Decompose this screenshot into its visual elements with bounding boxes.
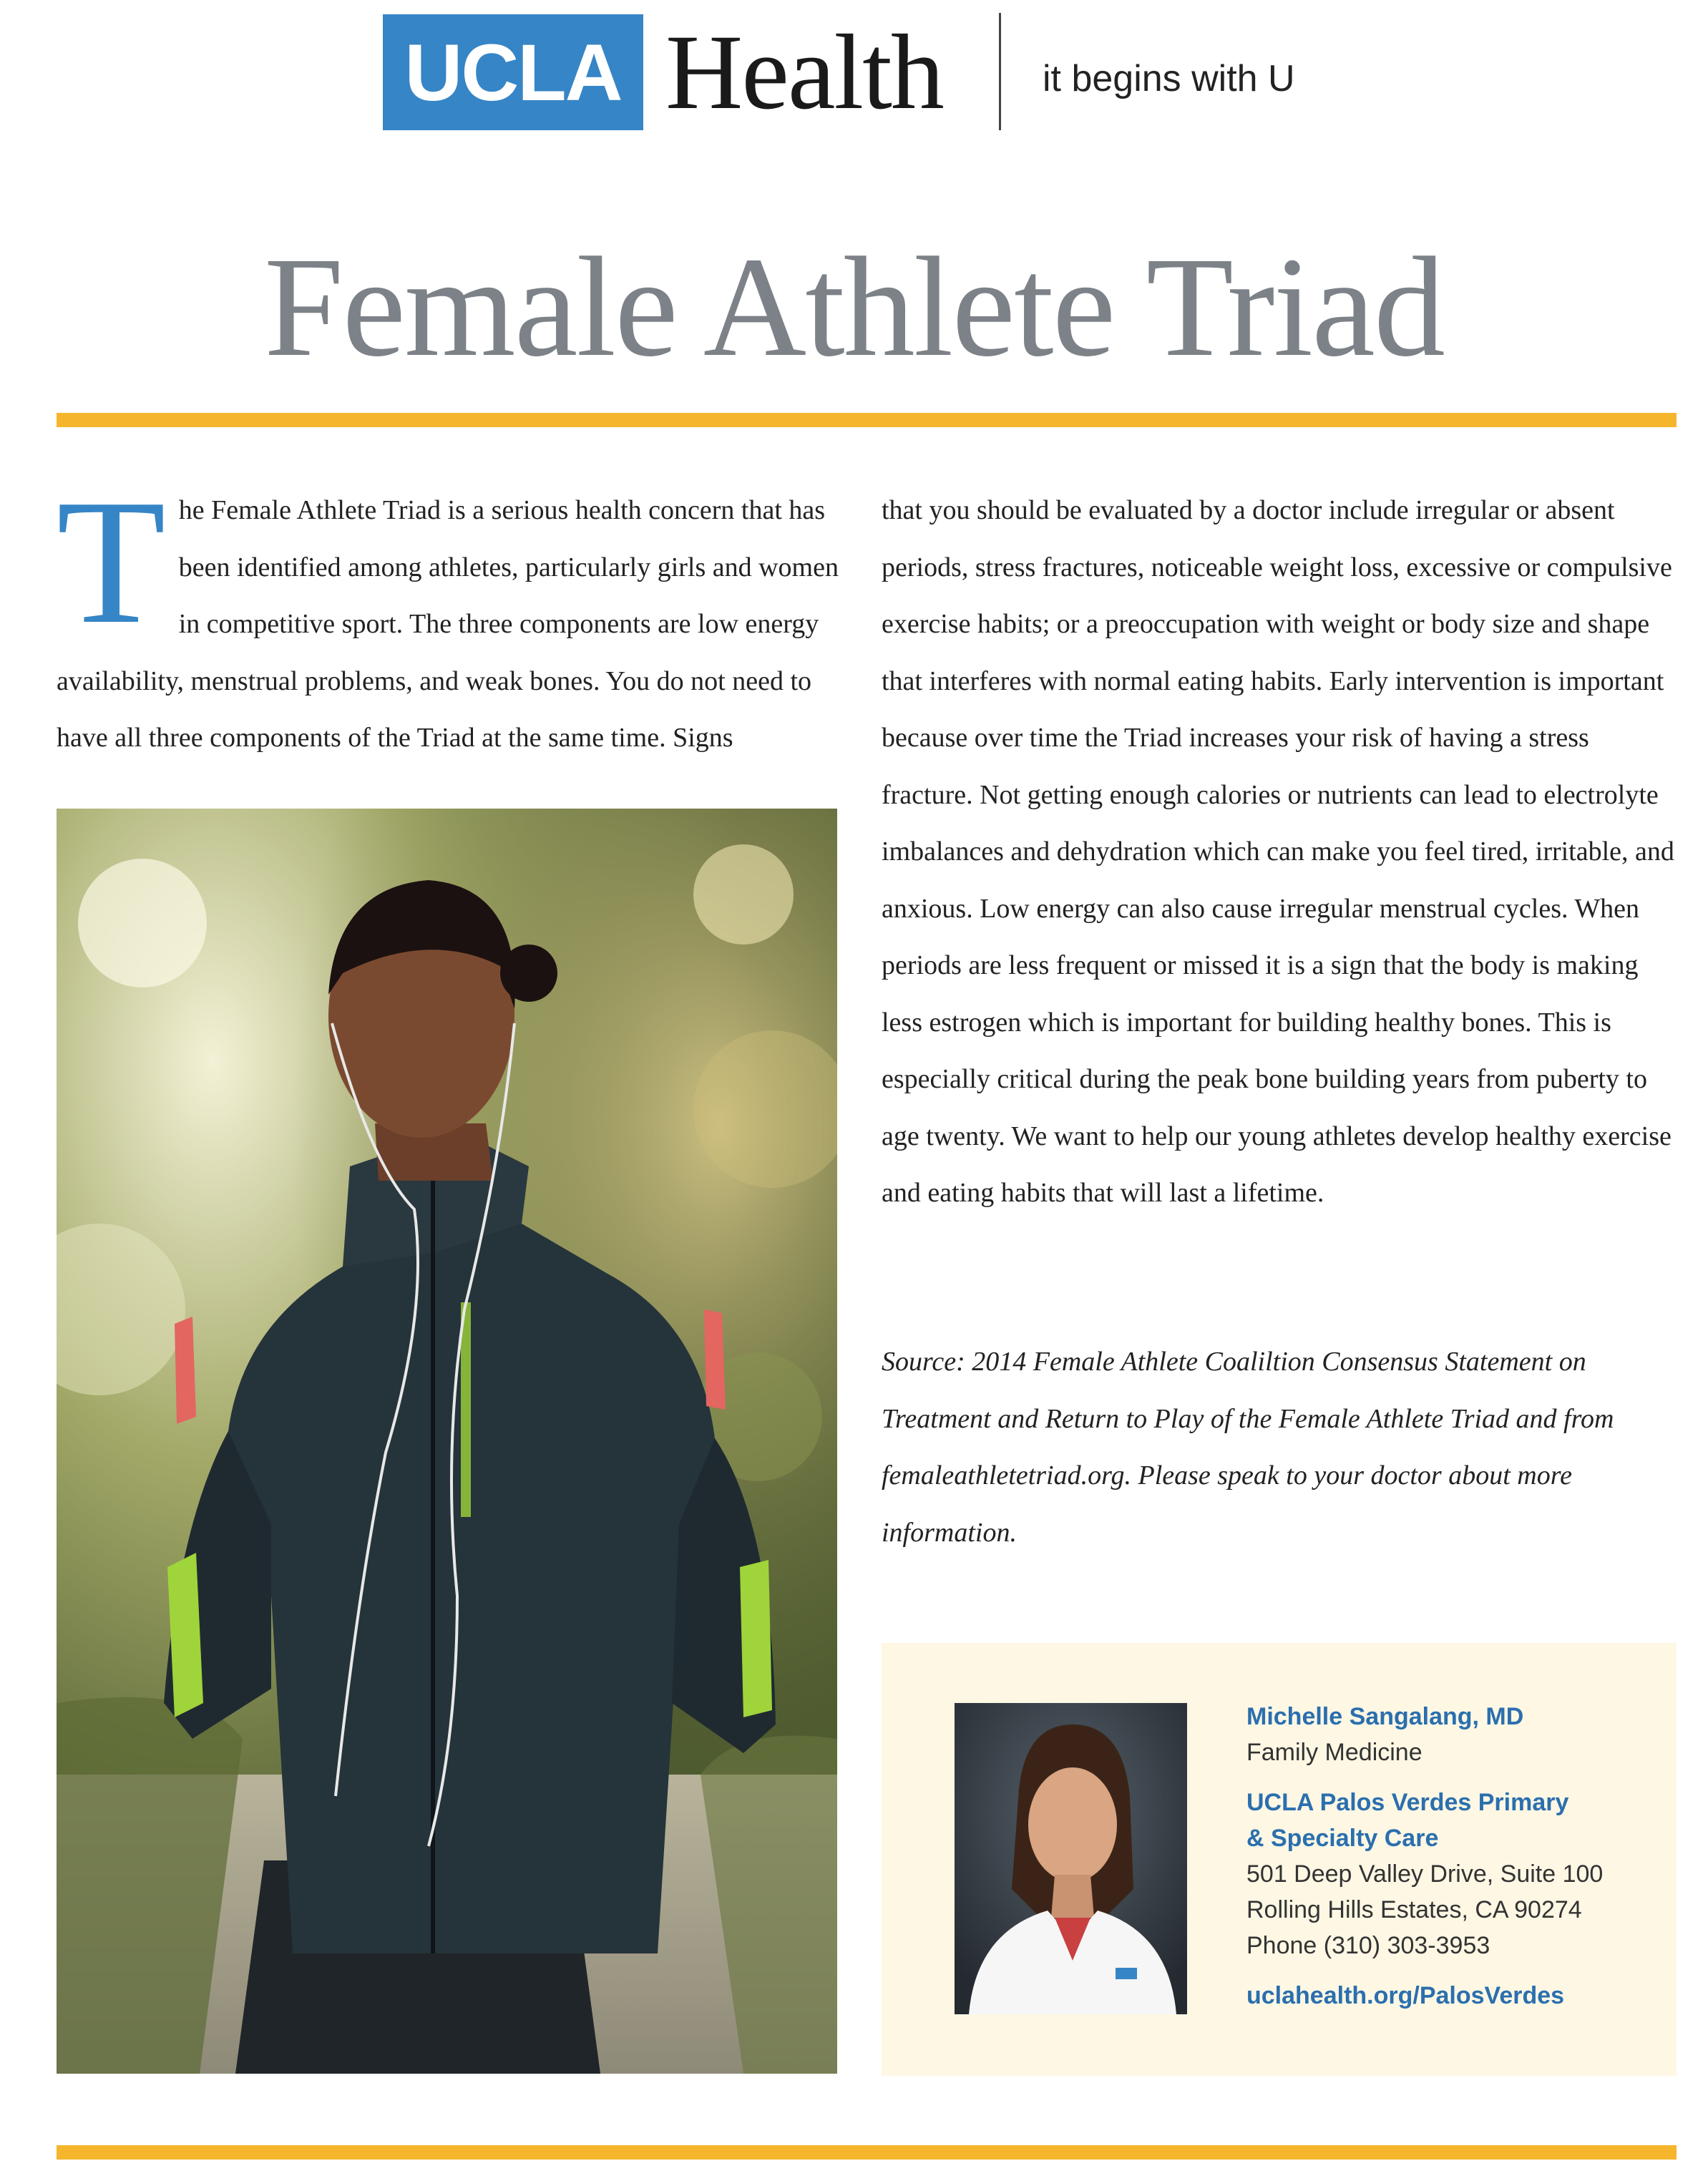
drop-cap: T	[57, 463, 166, 661]
page-title: Female Athlete Triad	[264, 228, 1444, 386]
doctor-headshot	[955, 1703, 1187, 2014]
article-left-column	[57, 463, 844, 767]
clinic-name-line2: & Specialty Care	[1246, 1825, 1439, 1852]
ucla-logo-box	[383, 14, 643, 130]
clinic-name-line1: UCLA Palos Verdes Primary	[1246, 1789, 1569, 1816]
contact-info	[1246, 1699, 1603, 2014]
ucla-logo-text: UCLA	[404, 27, 622, 117]
health-logo-text: Health	[665, 13, 943, 132]
clinic-address-line2: Rolling Hills Estates, CA 90274	[1246, 1896, 1582, 1923]
athlete-photo	[57, 809, 837, 2074]
article-right-column: that you should be evaluated by a doctor include irregular or absent periods, stress fractures, noticeable weight loss, excessive or compulsive exercise habits; or a preoccupation with weight or body size and shape that interferes with normal eating habits. Early intervention is important because over time the Triad increases your risk of having a stress fracture. Not getting enough calories or nutrients can lead to electrolyte imbalances and dehydration which can make you feel tired, irritable, and anxious. Low energy can also cause irregular menstrual cycles. When periods are less frequent or missed it is a sign that the body is making less estrogen which is important for building healthy bones. This is especially critical during the peak bone building years from puberty to age twenty. We want to help our young athletes develop healthy exercise and eating habits that will last a lifetime.	[882, 495, 1674, 1208]
clinic-phone: Phone (310) 303-3953	[1246, 1932, 1490, 1959]
bottom-gold-rule	[57, 2145, 1677, 2160]
header-divider	[999, 13, 1001, 130]
tagline: it begins with U	[1043, 58, 1295, 99]
clinic-website-link[interactable]: uclahealth.org/PalosVerdes	[1246, 1982, 1565, 2009]
source-citation: Source: 2014 Female Athlete Coaliltion Consensus Statement on Treatment and Return to Play of the Female Athlete Triad and from femaleathletetriad.org. Please speak to your doctor about more information.	[882, 1347, 1614, 1548]
doctor-specialty: Family Medicine	[1246, 1739, 1422, 1766]
clinic-address-line1: 501 Deep Valley Drive, Suite 100	[1246, 1860, 1604, 1888]
top-gold-rule	[57, 413, 1677, 427]
doctor-name: Michelle Sangalang, MD	[1246, 1703, 1524, 1730]
contact-card	[882, 1643, 1677, 2076]
article-left-text: he Female Athlete Triad is a serious health concern that has been identified among athletes, particularly girls and women in competitive sport. The three components are low energy availability, menstrual problems, and weak bones. You do not need to have all three components of the Triad at the same time. Signs	[57, 495, 839, 753]
